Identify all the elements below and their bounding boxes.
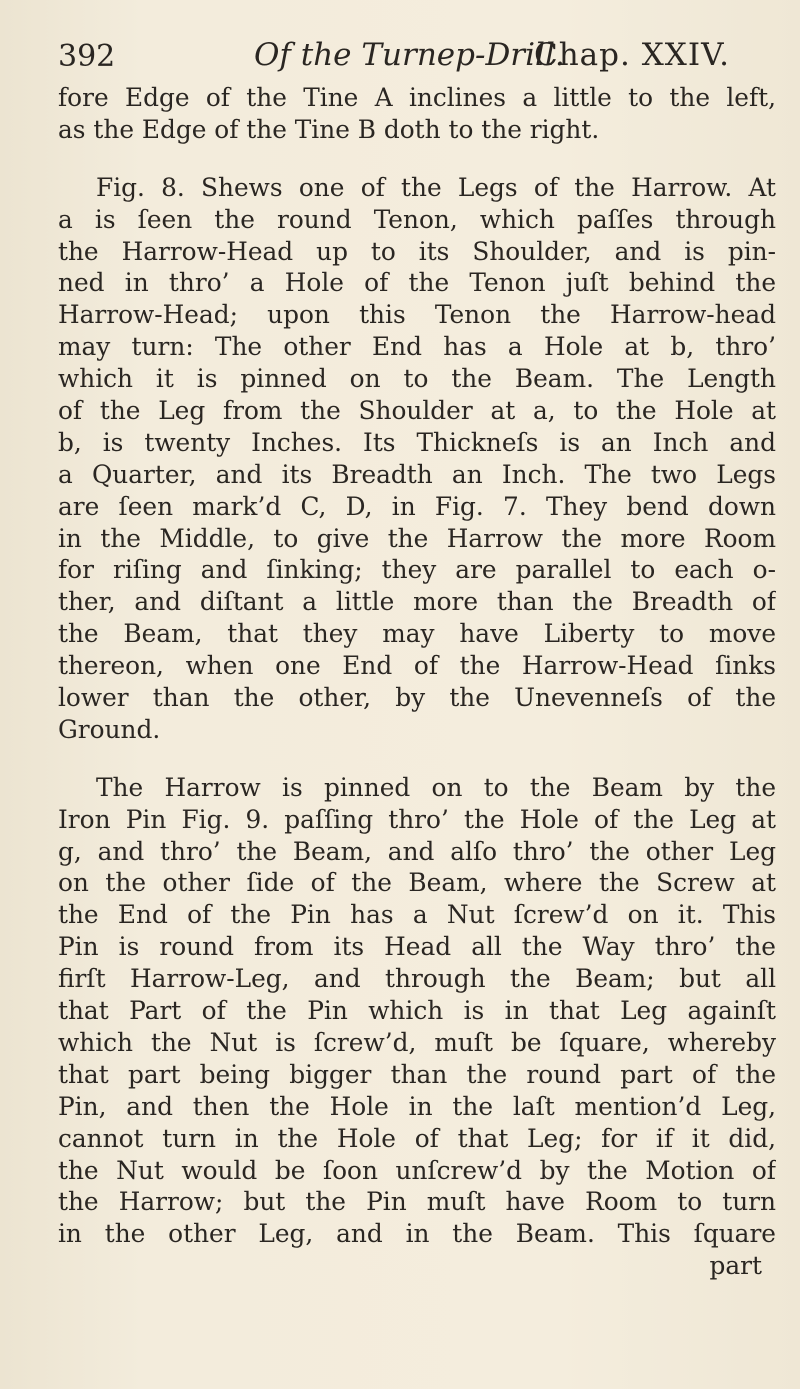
text-line: the Harrow-Head up to its Shoulder, and is pin- xyxy=(58,236,776,266)
text-line: Pin is round from its Head all the Way thro’ the xyxy=(58,932,776,962)
text-line: the End of the Pin has a Nut ſcrew’d on it. This xyxy=(58,900,776,930)
text-line: may turn: The other End has a Hole at b, thro’ xyxy=(58,332,776,362)
text-line: for riſing and ſinking; they are parallel to each o- xyxy=(58,555,776,585)
body-text xyxy=(58,82,776,1282)
paragraph-1 xyxy=(58,82,776,146)
text-line: are ſeen mark’d C, D, in Fig. 7. They bend down xyxy=(58,491,776,521)
text-line: as the Edge of the Tine B doth to the right. xyxy=(58,114,600,144)
text-line: The Harrow is pinned on to the Beam by the xyxy=(96,772,776,802)
text-line: the Harrow; but the Pin muſt have Room to turn xyxy=(58,1187,776,1217)
text-line: b, is twenty Inches. Its Thickneſs is an Inch and xyxy=(58,427,776,457)
text-line: ned in thro’ a Hole of the Tenon juſt behind the xyxy=(58,268,776,298)
text-line: a is ſeen the round Tenon, which paſſes through xyxy=(58,204,776,234)
text-line: a Quarter, and its Breadth an Inch. The two Legs xyxy=(58,459,776,489)
text-line: which the Nut is ſcrew’d, muſt be ſquare, whereby xyxy=(58,1027,776,1057)
text-line: Harrow-Head; upon this Tenon the Harrow-head xyxy=(58,300,776,330)
text-line: the Nut would be ſoon unſcrew’d by the Motion of xyxy=(58,1155,776,1185)
text-line: Fig. 8. Shews one of the Legs of the Harrow. At xyxy=(96,172,776,202)
text-line: lower than the other, by the Unevenneſs of the xyxy=(58,683,776,713)
text-line: Pin, and then the Hole in the laſt mention’d Leg, xyxy=(58,1091,776,1121)
paragraph-3 xyxy=(58,772,776,1282)
paragraph-2 xyxy=(58,172,776,746)
page-number: 392 xyxy=(58,39,116,74)
text-line: which it is pinned on to the Beam. The Length xyxy=(58,364,776,394)
text-line: in the other Leg, and in the Beam. This ſquare xyxy=(58,1219,776,1249)
running-title: Of the Turnep-Drill. xyxy=(254,37,565,73)
text-line: g, and thro’ the Beam, and alſo thro’ the other Leg xyxy=(58,836,776,866)
text-line: Ground. xyxy=(58,714,161,744)
text-line: that Part of the Pin which is in that Leg againſt xyxy=(58,996,776,1026)
text-line: Iron Pin Fig. 9. paſſing thro’ the Hole of the Leg at xyxy=(58,804,776,834)
text-line: firſt Harrow-Leg, and through the Beam; but all xyxy=(58,964,776,994)
text-line: thereon, when one End of the Harrow-Head ſinks xyxy=(58,651,776,681)
running-header xyxy=(58,30,778,80)
text-line: cannot turn in the Hole of that Leg; for if it did, xyxy=(58,1123,776,1153)
catchword: part xyxy=(709,1251,762,1281)
text-line: of the Leg from the Shoulder at a, to the Hole at xyxy=(58,396,776,426)
text-line: fore Edge of the Tine A inclines a little to the left, xyxy=(58,83,776,112)
text-line: ther, and diſtant a little more than the Breadth of xyxy=(58,587,776,617)
text-line: that part being bigger than the round part of the xyxy=(58,1059,776,1089)
chapter-heading: Chap. XXIV. xyxy=(534,37,730,73)
text-line: the Beam, that they may have Liberty to move xyxy=(58,619,776,649)
text-line: on the other ſide of the Beam, where the Screw at xyxy=(58,868,776,898)
text-line: in the Middle, to give the Harrow the more Room xyxy=(58,523,776,553)
